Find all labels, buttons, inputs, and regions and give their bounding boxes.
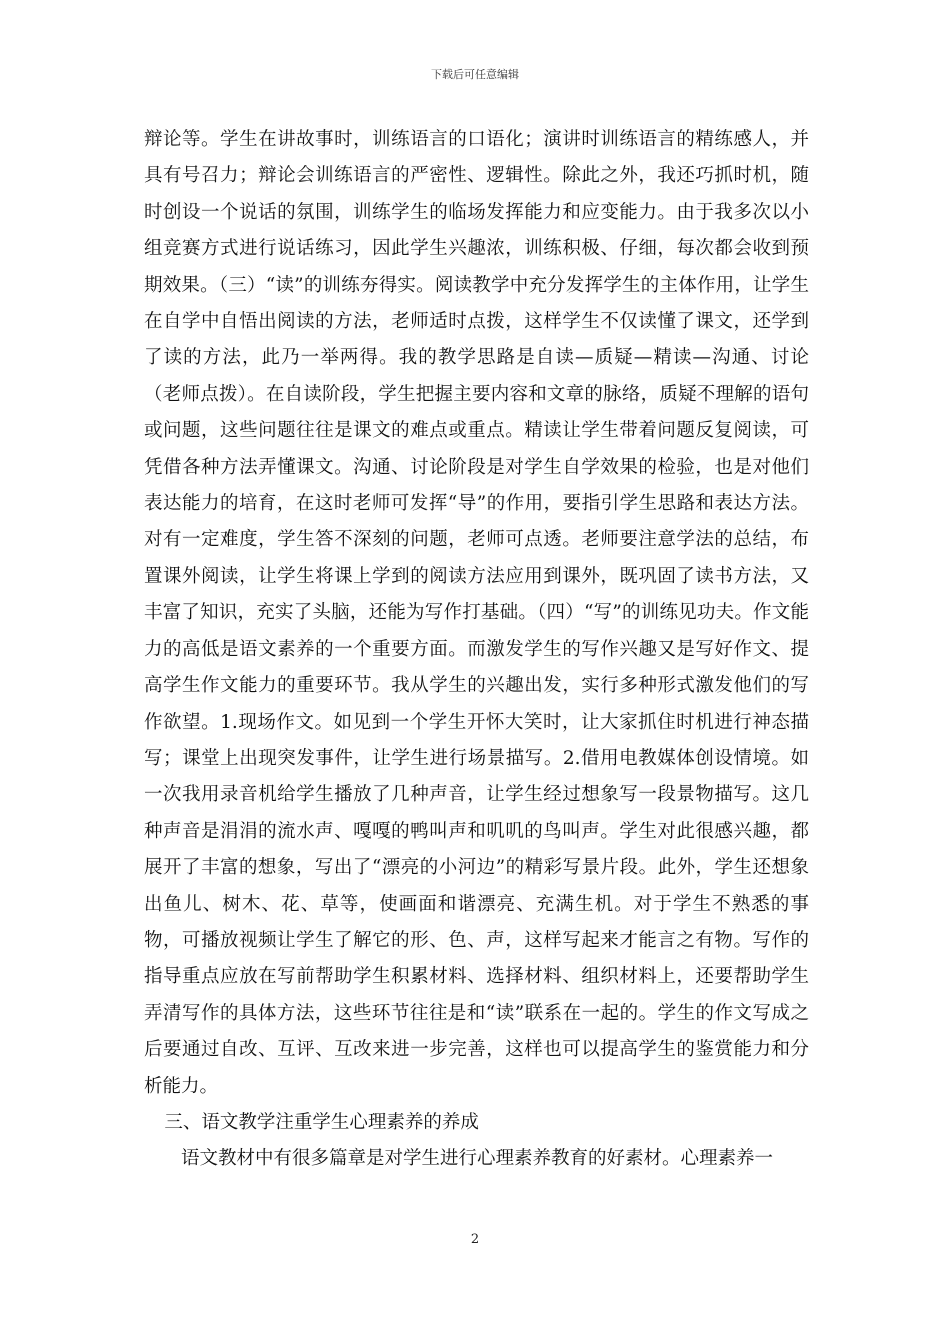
paragraph-section-3: 语文教材中有很多篇章是对学生进行心理素养教育的好素材。心理素养一	[181, 1148, 774, 1170]
paragraph-continued: 辩论等。学生在讲故事时，训练语言的口语化；演讲时训练语言的精练感人，并具有号召力；辩论会训练语言的严密性、逻辑性。除此之外，我还巧抓时机，随时创设一个说话的氛围，训练学生的临场发挥能力和应变能力。由于我多次以小组竞赛方式进行说话练习，因此学生兴趣浓，训练积极、仔细，每次都会收到预期效果。（三）“读”的训练夯得实。阅读教学中充分发挥学生的主体作用，让学生在自学中自悟出阅读的方法，老师适时点拨，这样学生不仅读懂了课文，还学到了读的方法，此乃一举两得。我的教学思路是自读—质疑—精读—沟通、讨论（老师点拨）。在自读阶段，学生把握主要内容和文章的脉络，质疑不理解的语句或问题，这些问题往往是课文的难点或重点。精读让学生带着问题反复阅读，可凭借各种方法弄懂课文。沟通、讨论阶段是对学生自学效果的检验，也是对他们表达能力的培育，在这时老师可发挥“导”的作用，要指引学生思路和表达方法。对有一定难度，学生答不深刻的问题，老师可点透。老师要注意学法的总结，布置课外阅读，让学生将课上学到的阅读方法应用到课外，既巩固了读书方法，又丰富了知识，充实了头脑，还能为写作打基础。（四）“写”的训练见功夫。作文能力的高低是语文素养的一个重要方面。而激发学生的写作兴趣又是写好作文、提高学生作文能力的重要环节。我从学生的兴趣出发，实行多种形式激发他们的写作欲望。1.现场作文。如见到一个学生开怀大笑时，让大家抓住时机进行神态描写；课堂上出现突发事件，让学生进行场景描写。2.借用电教媒体创设情境。如一次我用录音机给学生播放了几种声音，让学生经过想象写一段景物描写。这几种声音是涓涓的流水声、嘎嘎的鸭叫声和叽叽的鸟叫声。学生对此很感兴趣，都展开了丰富的想象，写出了“漂亮的小河边”的精彩写景片段。此外，学生还想象出鱼儿、树木、花、草等，使画面和谐漂亮、充满生机。对于学生不熟悉的事物，可播放视频让学生了解它的形、色、声，这样写起来才能言之有物。写作的指导重点应放在写前帮助学生积累材料、选择材料、组织材料上，还要帮助学生弄清写作的具体方法，这些环节往往是和“读”联系在一起的。学生的作文写成之后要通过自改、互评、互改来进一步完善，这样也可以提高学生的鉴赏能力和分析能力。	[144, 129, 809, 1097]
section-heading-3: 三、语文教学注重学生心理素养的养成	[164, 1111, 479, 1133]
page-number: 2	[470, 1232, 480, 1247]
body-text	[144, 122, 809, 1178]
page-header: 下载后可任意编辑	[431, 68, 519, 81]
